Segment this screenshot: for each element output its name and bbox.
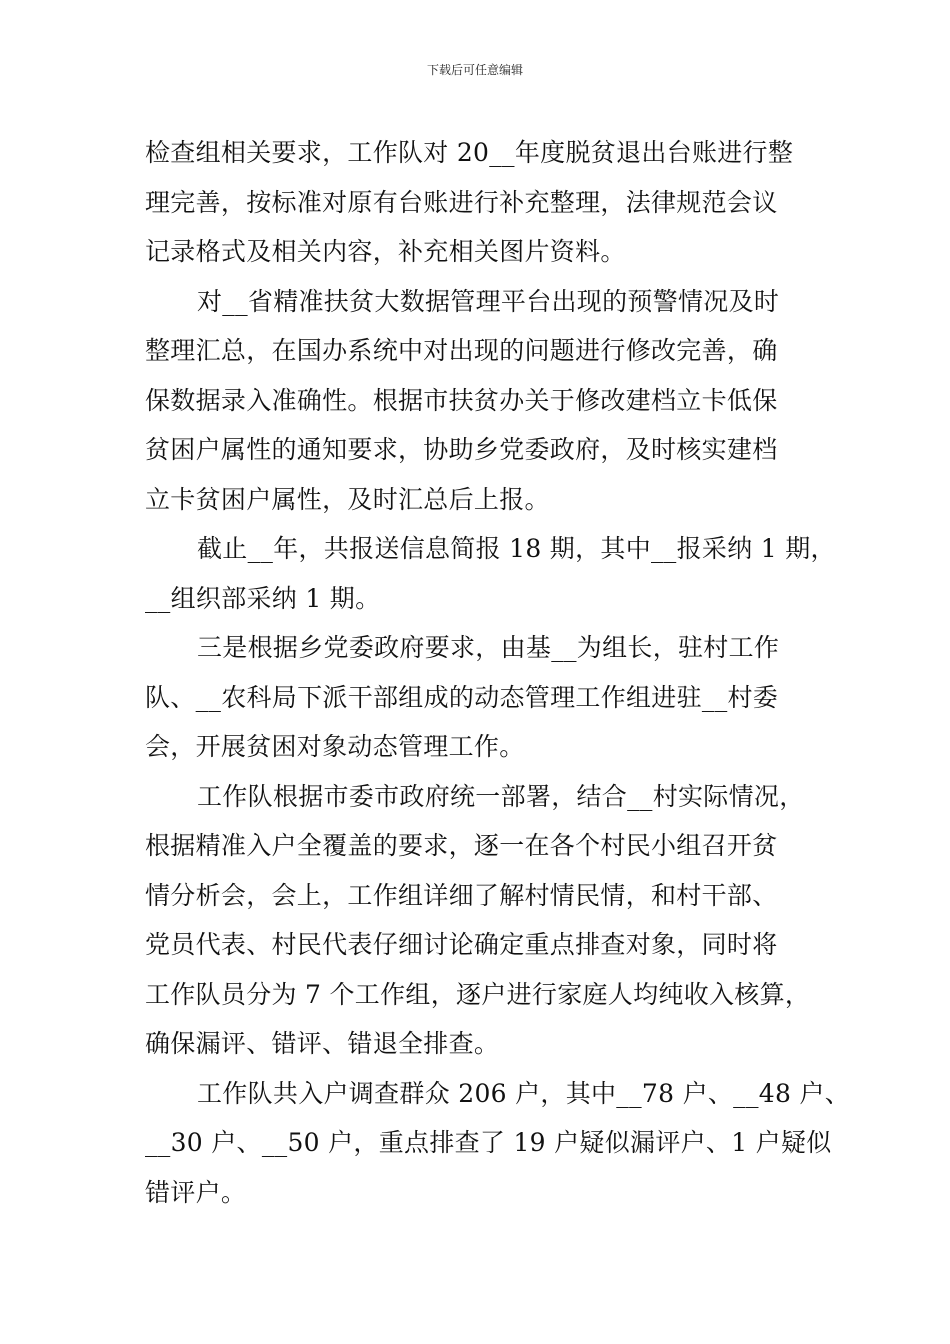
text-line: 记录格式及相关内容，补充相关图片资料。 (145, 237, 626, 266)
text-line: 贫困户属性的通知要求，协助乡党委政府，及时核实建档 (145, 435, 778, 464)
text-line: 党员代表、村民代表仔细讨论确定重点排查对象，同时将 (145, 930, 778, 959)
text-line: 立卡贫困户属性，及时汇总后上报。 (145, 484, 550, 514)
text-line: 根据精准入户全覆盖的要求，逐一在各个村民小组召开贫 (145, 831, 778, 860)
text-line: 队、__农科局下派干部组成的动态管理工作组进驻__村委 (145, 682, 779, 712)
text-line: __组织部采纳 1 期。 (145, 583, 381, 613)
text-line: 工作队员分为 7 个工作组，逐户进行家庭人均纯收入核算， (145, 979, 811, 1009)
paragraph (145, 128, 815, 277)
text-line: 截止__年，共报送信息简报 18 期，其中__报采纳 1 期， (197, 534, 836, 563)
paragraph (145, 772, 815, 1069)
text-line: __30 户、__50 户，重点排查了 19 户疑似漏评户、1 户疑似 (145, 1128, 832, 1157)
page-header: 下载后可任意编辑 (426, 63, 523, 77)
text-line: 对__省精准扶贫大数据管理平台出现的预警情况及时 (197, 286, 780, 316)
text-line: 整理汇总，在国办系统中对出现的问题进行修改完善，确 (145, 336, 778, 365)
paragraph (145, 277, 815, 525)
text-line: 工作队共入户调查群众 206 户，其中__78 户、__48 户、 (197, 1078, 851, 1108)
paragraph (145, 623, 815, 772)
text-line: 三是根据乡党委政府要求，由基__为组长，驻村工作 (197, 633, 780, 662)
paragraph (145, 524, 836, 623)
text-line: 错评户。 (145, 1177, 247, 1207)
paragraph (145, 1069, 851, 1218)
text-line: 会，开展贫困对象动态管理工作。 (145, 732, 525, 761)
text-line: 检查组相关要求，工作队对 20__年度脱贫退出台账进行整 (145, 138, 794, 167)
text-line: 确保漏评、错评、错退全排查。 (145, 1029, 500, 1058)
text-line: 保数据录入准确性。根据市扶贫办关于修改建档立卡低保 (145, 385, 778, 415)
text-line: 工作队根据市委市政府统一部署，结合__村实际情况， (197, 781, 805, 811)
text-line: 情分析会，会上，工作组详细了解村情民情，和村干部、 (145, 880, 778, 910)
document-body (145, 128, 851, 1217)
text-line: 理完善，按标准对原有台账进行补充整理，法律规范会议 (145, 187, 778, 217)
